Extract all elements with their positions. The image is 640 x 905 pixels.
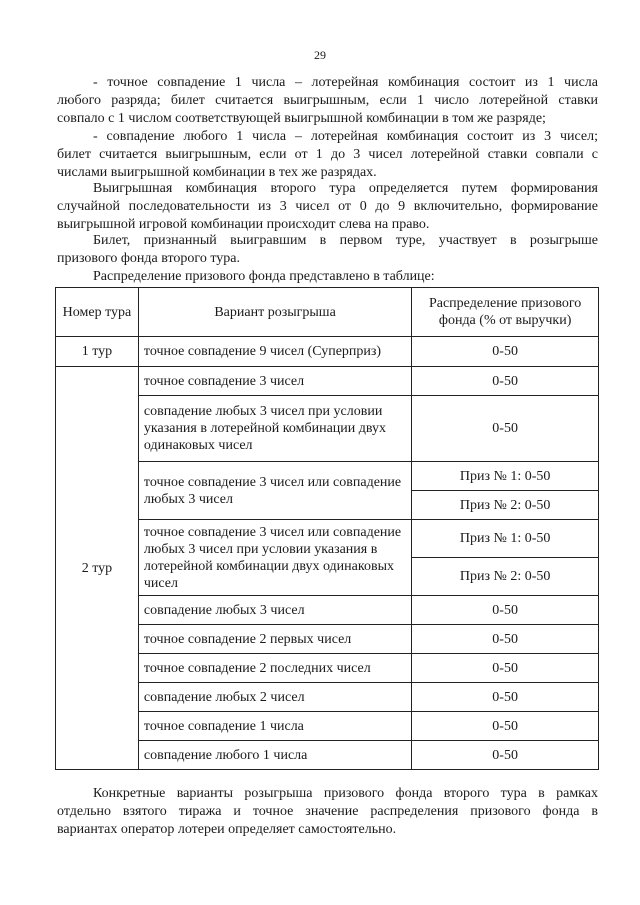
share-cell: 0-50 bbox=[412, 683, 599, 712]
share-cell: 0-50 bbox=[412, 596, 599, 625]
share-cell: 0-50 bbox=[412, 625, 599, 654]
share-cell: 0-50 bbox=[412, 654, 599, 683]
variant-cell: точное совпадение 9 чисел (Суперприз) bbox=[138, 337, 411, 367]
text-line: Выигрышная комбинация второго тура определяется путем формирования bbox=[93, 181, 598, 196]
text-line: призового фонда второго тура. bbox=[57, 251, 240, 266]
tour-2-label: 2 тур bbox=[56, 367, 139, 770]
variant-cell: точное совпадение 2 последних чисел bbox=[138, 654, 411, 683]
text-line: числами выигрышной комбинации в тех же разрядах. bbox=[57, 165, 377, 180]
share-cell-prize-2: Приз № 2: 0-50 bbox=[412, 491, 599, 520]
text-line: выигрышной игровой комбинации происходит слева на право. bbox=[57, 217, 430, 232]
header-fund-share: Распределение призового фонда (% от выручки) bbox=[412, 288, 599, 337]
share-cell: 0-50 bbox=[412, 741, 599, 770]
paragraph-exact-one bbox=[57, 74, 598, 128]
variant-cell: совпадение любых 3 чисел bbox=[138, 596, 411, 625]
table-header-row bbox=[56, 288, 599, 337]
variant-cell: точное совпадение 3 чисел или совпадение любых 3 чисел при условии указания в лотерейной комбинации двух одинаковых чисел bbox=[138, 520, 411, 596]
text-line: Билет, признанный выигравшим в первом туре, участвует в розыгрыше bbox=[93, 233, 598, 248]
paragraph-table-intro bbox=[57, 268, 598, 286]
text-line: Конкретные варианты розыгрыша призового фонда второго тура в рамках bbox=[93, 786, 598, 801]
variant-cell: точное совпадение 3 чисел или совпадение любых 3 чисел bbox=[138, 462, 411, 520]
variant-cell: точное совпадение 1 числа bbox=[138, 712, 411, 741]
text-line: отдельно взятого тиража и точное значение распределения призового фонда в bbox=[57, 804, 598, 819]
paragraph-any-one bbox=[57, 128, 598, 182]
variant-cell: точное совпадение 2 первых чисел bbox=[138, 625, 411, 654]
share-cell-prize-1: Приз № 1: 0-50 bbox=[412, 462, 599, 491]
text-line: Распределение призового фонда представлено в таблице: bbox=[93, 269, 435, 284]
paragraph-second-tour-combination bbox=[57, 180, 598, 234]
closing-paragraph bbox=[57, 785, 598, 839]
share-cell-prize-2: Приз № 2: 0-50 bbox=[412, 558, 599, 596]
variant-cell: совпадение любых 2 чисел bbox=[138, 683, 411, 712]
header-variant: Вариант розыгрыша bbox=[138, 288, 411, 337]
tour-1-label: 1 тур bbox=[56, 337, 139, 367]
variant-cell: точное совпадение 3 чисел bbox=[138, 367, 411, 396]
share-cell: 0-50 bbox=[412, 337, 599, 367]
share-cell: 0-50 bbox=[412, 367, 599, 396]
text-line: совпало с 1 числом соответствующей выигрышной комбинации в том же разряде; bbox=[57, 111, 546, 126]
table-row bbox=[56, 367, 599, 396]
variant-cell: совпадение любого 1 числа bbox=[138, 741, 411, 770]
share-cell: 0-50 bbox=[412, 396, 599, 462]
table-row-tour1 bbox=[56, 337, 599, 367]
share-cell-prize-1: Приз № 1: 0-50 bbox=[412, 520, 599, 558]
text-line: билет считается выигрышным, если от 1 до 3 чисел лотерейной ставки совпали с bbox=[57, 147, 598, 162]
page-number: 29 bbox=[314, 48, 326, 62]
paragraph-winning-ticket bbox=[57, 232, 598, 268]
variant-cell: совпадение любых 3 чисел при условии указания в лотерейной комбинации двух одинаковых чисел bbox=[138, 396, 411, 462]
text-line: вариантах оператор лотереи определяет самостоятельно. bbox=[57, 822, 397, 837]
header-tour-number: Номер тура bbox=[56, 288, 139, 337]
text-line: случайной последовательности из 3 чисел от 0 до 9 включительно, формирование bbox=[57, 199, 598, 214]
text-line: - совпадение любого 1 числа – лотерейная комбинация состоит из 3 чисел; bbox=[93, 129, 598, 144]
text-line: любого разряда; билет считается выигрышным, если 1 число лотерейной ставки bbox=[57, 93, 598, 108]
share-cell: 0-50 bbox=[412, 712, 599, 741]
text-line: - точное совпадение 1 числа – лотерейная комбинация состоит из 1 числа bbox=[93, 75, 598, 90]
prize-fund-table bbox=[55, 287, 599, 770]
